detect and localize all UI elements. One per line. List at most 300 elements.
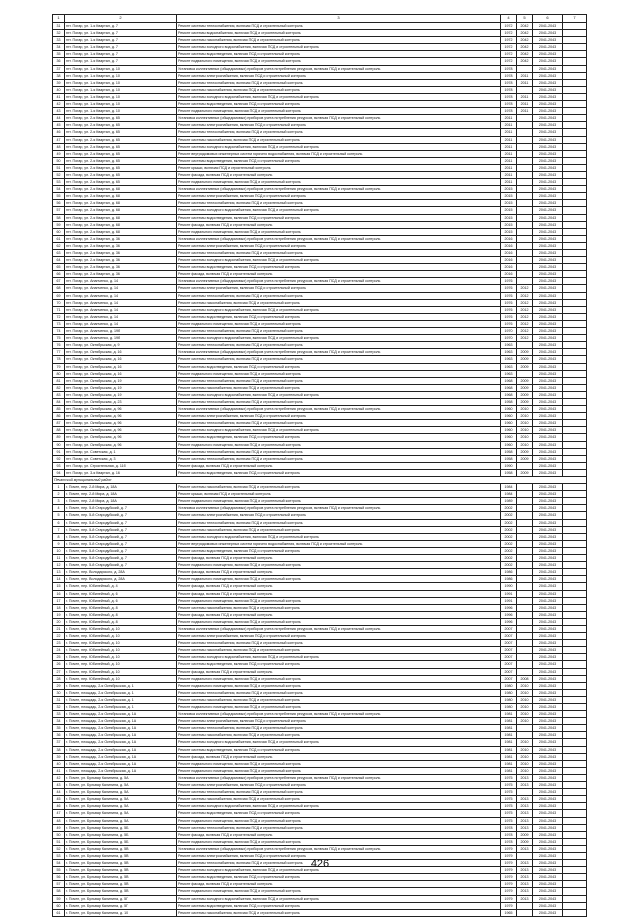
address-cell: г. Почеп, ул. Бульвар Калинина, д. 5А [65,796,177,803]
work-type-cell: Установка коллективных (общедомовых) приборов учета потребления ресурсов, включая ПСД и строительный контроль [177,845,501,852]
last-repair-year-cell: 2010 [517,746,533,753]
table-row [53,427,587,434]
row-number: 43 [53,782,65,789]
year-built-cell: 1980 [501,682,517,689]
row-number: 63 [53,250,65,257]
table-row [53,150,587,157]
table-row [53,704,587,711]
year-built-cell: 1986 [501,576,517,583]
year-built-cell: 1978 [501,86,517,93]
planned-period-cell: 2041-2043 [533,434,563,441]
last-repair-year-cell: 2009 [517,349,533,356]
row-number: 43 [53,108,65,115]
table-row [53,824,587,831]
row-number: 84 [53,398,65,405]
last-repair-year-cell [517,171,533,178]
planned-period-cell: 2041-2043 [533,299,563,306]
work-type-cell: Ремонт системы теплоснабжения, включая ПСД и строительный контроль [177,79,501,86]
table-row [53,37,587,44]
row-number: 56 [53,200,65,207]
last-repair-year-cell: 2013 [517,874,533,881]
year-built-cell: 1996 [501,618,517,625]
address-cell: пгт. Погар, ул. 2-я Квартал, д. 65 [65,122,177,129]
planned-period-cell: 2041-2043 [533,356,563,363]
empty-cell [563,420,587,427]
address-cell: г. Почеп, пер. 5-й Стародубский, д. 7 [65,547,177,554]
last-repair-year-cell [517,207,533,214]
empty-cell [563,696,587,703]
planned-period-cell: 2041-2043 [533,789,563,796]
planned-period-cell: 2041-2043 [533,413,563,420]
last-repair-year-cell: 2013 [517,881,533,888]
last-repair-year-cell [517,512,533,519]
row-number: 59 [53,895,65,902]
work-type-cell: Ремонт подвального помещения, включая ПСД и строительный контроль [177,320,501,327]
planned-period-cell: 2041-2043 [533,370,563,377]
planned-period-cell: 2041-2043 [533,469,563,476]
work-type-cell: Ремонт системы теплоснабжения, включая ПСД и строительный контроль [177,356,501,363]
planned-period-cell: 2041-2043 [533,668,563,675]
work-type-cell: Ремонт фасада, включая ПСД и строительный контроль [177,171,501,178]
table-row [53,79,587,86]
address-cell: г. Почеп, ул. Бульвар Калинина, д. 5В [65,845,177,852]
work-type-cell: Ремонт системы электроснабжения, включая ПСД и строительный контроль [177,718,501,725]
row-number: 5 [53,512,65,519]
work-type-cell: Ремонт системы холодного водоснабжения, включая ПСД и строительный контроль [177,306,501,313]
year-built-cell: 1965 [501,909,517,916]
planned-period-cell: 2041-2043 [533,796,563,803]
table-row [53,881,587,888]
empty-cell [563,498,587,505]
address-cell: г. Почеп, площадь, 2-я Октябрьская, д. 1А [65,725,177,732]
last-repair-year-cell: 2009 [517,384,533,391]
row-number: 85 [53,406,65,413]
year-built-cell: 1976 [501,320,517,327]
year-built-cell: 2002 [501,540,517,547]
work-type-cell: Ремонт системы водоотведения, включая ПСД и строительный контроль [177,810,501,817]
empty-cell [563,37,587,44]
last-repair-year-cell: 2013 [517,845,533,852]
table-row [53,491,587,498]
empty-cell [563,320,587,327]
table-row [53,767,587,774]
row-number: 48 [53,817,65,824]
year-built-cell: 2016 [501,235,517,242]
row-number: 91 [53,448,65,455]
work-type-cell: Ремонт системы теплоснабжения, включая ПСД и строительный контроль [177,448,501,455]
table-row [53,313,587,320]
work-type-cell: Ремонт системы теплоснабжения, включая ПСД и строительный контроль [177,342,501,349]
address-cell: пгт. Погар, ул. Ананченко, д. 14 [65,306,177,313]
address-cell: г. Почеп, пер. Юбилейный, д. 10 [65,640,177,647]
table-row [53,696,587,703]
row-number: 40 [53,760,65,767]
planned-period-cell: 2041-2043 [533,576,563,583]
table-row [53,391,587,398]
row-number: 13 [53,569,65,576]
empty-cell [563,115,587,122]
address-cell: пгт. Погар, ул. Октябрьская, д. 9 [65,342,177,349]
row-number: 37 [53,65,65,72]
last-repair-year-cell: 2013 [517,860,533,867]
year-built-cell: 1975 [501,789,517,796]
work-type-cell: Ремонт подвального помещения, включая ПСД и строительный контроль [177,888,501,895]
table-row [53,448,587,455]
year-built-cell: 2007 [501,640,517,647]
address-cell: г. Почеп, площадь, 2-я Октябрьская, д. 1А [65,753,177,760]
address-cell: пгт. Погар, ул. 2-я Квартал, д. 68 [65,221,177,228]
table-row [53,633,587,640]
year-built-cell: 1984 [501,484,517,491]
last-repair-year-cell [517,136,533,143]
table-row [53,555,587,562]
last-repair-year-cell [517,625,533,632]
year-built-cell: 1963 [501,363,517,370]
empty-cell [563,654,587,661]
table-row [53,668,587,675]
last-repair-year-cell: 2009 [517,469,533,476]
last-repair-year-cell [517,547,533,554]
row-number: 42 [53,774,65,781]
table-row [53,562,587,569]
row-number: 4 [53,505,65,512]
address-cell: г. Почеп, пер. Юбилейный, д. 8 [65,611,177,618]
address-cell: пгт. Погар, ул. 1-я Квартал, д. 7 [65,37,177,44]
empty-cell [563,129,587,136]
last-repair-year-cell [517,583,533,590]
table-row [53,157,587,164]
row-number: 72 [53,313,65,320]
row-number: 11 [53,555,65,562]
table-row [53,789,587,796]
address-cell: г. Почеп, пер. Юбилейный, д. 10 [65,647,177,654]
table-row [53,108,587,115]
work-type-cell: Ремонт системы газоснабжения, включая ПСД и строительный контроль [177,647,501,654]
address-cell: г. Почеп, пер. 5-й Стародубский, д. 7 [65,526,177,533]
address-cell: г. Почеп, пер. Володарского, д. 28А [65,576,177,583]
empty-cell [563,79,587,86]
address-cell: пгт. Погар, ул. Октябрьская, д. 96 [65,420,177,427]
row-number: 36 [53,732,65,739]
empty-cell [563,122,587,129]
work-type-cell: Установка коллективных (общедомовых) приборов учета потребления ресурсов, включая ПСД и строительный контроль [177,406,501,413]
last-repair-year-cell [517,725,533,732]
planned-period-cell: 2041-2043 [533,72,563,79]
year-built-cell: 2011 [501,136,517,143]
address-cell: г. Почеп, ул. Бульвар Калинина, д. 5В [65,852,177,859]
year-built-cell: 1991 [501,590,517,597]
planned-period-cell: 2041-2043 [533,93,563,100]
row-number: 62 [53,242,65,249]
last-repair-year-cell [517,661,533,668]
address-cell: г. Почеп, пер. 5-й Стародубский, д. 7 [65,540,177,547]
row-number: 35 [53,725,65,732]
empty-cell [563,739,587,746]
last-repair-year-cell: 2013 [517,824,533,831]
table-row [53,540,587,547]
row-number: 28 [53,675,65,682]
table-row [53,682,587,689]
address-cell: пгт. Погар, ул. 2-я Квартал, д. 68 [65,214,177,221]
work-type-cell: Установка коллективных (общедомовых) приборов учета потребления ресурсов, включая ПСД и строительный контроль [177,235,501,242]
planned-period-cell: 2041-2043 [533,909,563,916]
empty-cell [563,661,587,668]
row-number: 50 [53,157,65,164]
work-type-cell: Ремонт подвального помещения, включая ПСД и строительный контроль [177,675,501,682]
empty-cell [563,689,587,696]
year-built-cell: 2016 [501,250,517,257]
row-number: 38 [53,72,65,79]
empty-cell [563,732,587,739]
year-built-cell: 1960 [501,441,517,448]
address-cell: г. Почеп, ул. Бульвар Калинина, д. 5А [65,774,177,781]
table-row [53,285,587,292]
row-number: 46 [53,803,65,810]
year-built-cell: 1981 [501,725,517,732]
empty-cell [563,235,587,242]
last-repair-year-cell: 2011 [517,93,533,100]
row-number: 82 [53,384,65,391]
year-built-cell: 1976 [501,285,517,292]
year-built-cell: 1963 [501,349,517,356]
table-row [53,618,587,625]
empty-cell [563,101,587,108]
planned-period-cell: 2041-2043 [533,505,563,512]
address-cell: пгт. Погар, ул. Октябрьская, д. 16 [65,356,177,363]
work-type-cell: Ремонт системы холодного водоснабжения, включая ПСД и строительный контроль [177,895,501,902]
table-row [53,278,587,285]
empty-cell [563,221,587,228]
work-type-cell: Ремонт системы теплоснабжения, включая ПСД и строительный контроль [177,292,501,299]
table-row [53,193,587,200]
row-number: 39 [53,753,65,760]
year-built-cell: 2002 [501,547,517,554]
empty-cell [563,562,587,569]
table-row [53,235,587,242]
row-number: 54 [53,186,65,193]
table-row [53,214,587,221]
year-built-cell: 1968 [501,384,517,391]
address-cell: пгт. Погар, ул. Ананченко, д. 19б [65,335,177,342]
year-built-cell: 2015 [501,207,517,214]
last-repair-year-cell [517,668,533,675]
empty-cell [563,370,587,377]
page-number: 426 [310,858,330,870]
work-type-cell: Ремонт подвального помещения, включая ПСД и строительный контроль [177,618,501,625]
year-built-cell: 1960 [501,434,517,441]
empty-cell [563,540,587,547]
row-number: 14 [53,576,65,583]
address-cell: пгт. Погар, ул. 1-я Квартал, д. 10 [65,101,177,108]
table-row [53,519,587,526]
row-number: 6 [53,519,65,526]
work-type-cell: Ремонт фасада, включая ПСД и строительный контроль [177,221,501,228]
work-type-cell: Ремонт системы газоснабжения, включая ПСД и строительный контроль [177,526,501,533]
year-built-cell: 2015 [501,186,517,193]
address-cell: г. Почеп, ул. Бульвар Калинина, д. 5А [65,782,177,789]
row-number: 48 [53,143,65,150]
last-repair-year-cell [517,909,533,916]
last-repair-year-cell [517,228,533,235]
row-number: 55 [53,867,65,874]
address-cell: пгт. Погар, ул. 2-я Квартал, д. 65 [65,143,177,150]
table-row [53,101,587,108]
year-built-cell: 2002 [501,519,517,526]
row-number: 51 [53,164,65,171]
year-built-cell: 2016 [501,264,517,271]
row-number: 25 [53,654,65,661]
row-number: 58 [53,214,65,221]
work-type-cell: Установка коллективных (общедомовых) приборов учета потребления ресурсов, включая ПСД и строительный контроль [177,186,501,193]
year-built-cell: 1958 [501,455,517,462]
address-cell: г. Почеп, ул. Бульвар Калинина, д. 5А [65,789,177,796]
year-built-cell: 2016 [501,271,517,278]
empty-cell [563,881,587,888]
last-repair-year-cell: 2010 [517,753,533,760]
year-built-cell: 1976 [501,292,517,299]
table-row [53,526,587,533]
row-number: 20 [53,618,65,625]
last-repair-year-cell [517,235,533,242]
year-built-cell: 2007 [501,647,517,654]
empty-cell [563,328,587,335]
empty-cell [563,618,587,625]
address-cell: пгт. Погар, ул. Октябрьская, д. 96 [65,441,177,448]
work-type-cell: Ремонт фасада, включая ПСД и строительный контроль [177,583,501,590]
work-type-cell: Ремонт фасада, включая ПСД и строительный контроль [177,555,501,562]
year-built-cell: 2007 [501,625,517,632]
table-row [53,413,587,420]
empty-cell [563,306,587,313]
table-row [53,398,587,405]
last-repair-year-cell: 2042 [517,44,533,51]
planned-period-cell: 2041-2043 [533,179,563,186]
work-type-cell: Ремонт системы теплоснабжения, включая ПСД и строительный контроль [177,200,501,207]
planned-period-cell: 2041-2043 [533,902,563,909]
last-repair-year-cell: 2009 [517,356,533,363]
year-built-cell: 1975 [501,810,517,817]
year-built-cell: 1976 [501,313,517,320]
planned-period-cell: 2041-2043 [533,349,563,356]
table-row [53,420,587,427]
work-type-cell: Ремонт системы водоотведения, включая ПСД и строительный контроль [177,101,501,108]
work-type-cell: Ремонт системы теплоснабжения, включая ПСД и строительный контроль [177,860,501,867]
address-cell: пгт. Погар, ул. 2-я Квартал, д. 36 [65,257,177,264]
work-type-cell: Ремонт системы газоснабжения, включая ПСД и строительный контроль [177,484,501,491]
address-cell: г. Почеп, площадь, 2-я Октябрьская, д. 1 [65,704,177,711]
planned-period-cell: 2041-2043 [533,888,563,895]
address-cell: г. Почеп, пер. Юбилейный, д. 10 [65,668,177,675]
column-header: 7 [563,15,587,23]
work-type-cell: Ремонт системы холодного водоснабжения, включая ПСД и строительный контроль [177,93,501,100]
last-repair-year-cell: 2012 [517,335,533,342]
empty-cell [563,462,587,469]
planned-period-cell: 2041-2043 [533,562,563,569]
last-repair-year-cell: 2013 [517,803,533,810]
table-row [53,803,587,810]
work-type-cell: Ремонт подвального помещения, включая ПСД и строительный контроль [177,576,501,583]
work-type-cell: Ремонт системы водоотведения, включая ПСД и строительный контроль [177,313,501,320]
empty-cell [563,874,587,881]
last-repair-year-cell: 2010 [517,427,533,434]
row-number: 88 [53,427,65,434]
year-built-cell: 1979 [501,902,517,909]
address-cell: пгт. Погар, ул. Октябрьская, д. 96 [65,434,177,441]
work-type-cell: Ремонт системы холодного водоснабжения, включая ПСД и строительный контроль [177,44,501,51]
planned-period-cell: 2041-2043 [533,37,563,44]
empty-cell [563,157,587,164]
year-built-cell: 2002 [501,562,517,569]
row-number: 27 [53,668,65,675]
address-cell: г. Почеп, пер. 5-й Стародубский, д. 7 [65,505,177,512]
work-type-cell: Ремонт системы газоснабжения, включая ПСД и строительный контроль [177,604,501,611]
row-number: 89 [53,434,65,441]
empty-cell [563,725,587,732]
last-repair-year-cell [517,562,533,569]
address-cell: пгт. Погар, ул. Октябрьская, д. 96 [65,406,177,413]
address-cell: г. Почеп, пер. 5-й Стародубский, д. 7 [65,562,177,569]
table-row [53,810,587,817]
empty-cell [563,817,587,824]
last-repair-year-cell [517,526,533,533]
column-header: 3 [177,15,501,23]
empty-cell [563,384,587,391]
row-number: 21 [53,625,65,632]
planned-period-cell: 2041-2043 [533,860,563,867]
planned-period-cell: 2041-2043 [533,285,563,292]
empty-cell [563,746,587,753]
address-cell: пгт. Погар, ул. Октябрьская, д. 16 [65,349,177,356]
address-cell: пгт. Погар, ул. Строительная, д. 11б [65,462,177,469]
last-repair-year-cell [517,86,533,93]
year-built-cell: 2007 [501,633,517,640]
planned-period-cell: 2041-2043 [533,597,563,604]
work-type-cell: Ремонт системы водоснабжения, включая ПСД и строительный контроль [177,30,501,37]
row-number: 31 [53,23,65,30]
year-built-cell: 1981 [501,767,517,774]
empty-cell [563,164,587,171]
year-built-cell: 1978 [501,838,517,845]
planned-period-cell: 2041-2043 [533,441,563,448]
year-built-cell: 1981 [501,746,517,753]
planned-period-cell: 2041-2043 [533,654,563,661]
row-number: 56 [53,874,65,881]
empty-cell [563,441,587,448]
row-number: 54 [53,860,65,867]
empty-cell [563,526,587,533]
work-type-cell: Ремонт системы холодного водоснабжения, включая ПСД и строительный контроль [177,143,501,150]
empty-cell [563,299,587,306]
table-row [53,179,587,186]
year-built-cell: 1981 [501,732,517,739]
year-built-cell: 1976 [501,299,517,306]
work-type-cell: Ремонт системы холодного водоснабжения, включая ПСД и строительный контроль [177,257,501,264]
year-built-cell: 2011 [501,157,517,164]
address-cell: пгт. Погар, ул. Октябрьская, д. 19 [65,391,177,398]
last-repair-year-cell: 2042 [517,30,533,37]
last-repair-year-cell: 2042 [517,23,533,30]
planned-period-cell: 2041-2043 [533,540,563,547]
last-repair-year-cell: 2009 [517,455,533,462]
table-row [53,257,587,264]
row-number: 19 [53,611,65,618]
work-type-cell: Ремонт системы электроснабжения, включая ПСД и строительный контроль [177,512,501,519]
address-cell: пгт. Погар, ул. Советская, д. 1 [65,448,177,455]
table-row [53,342,587,349]
row-number: 65 [53,264,65,271]
work-type-cell: Ремонт системы теплоснабжения, включая ПСД и строительный контроль [177,689,501,696]
year-built-cell: 1958 [501,448,517,455]
